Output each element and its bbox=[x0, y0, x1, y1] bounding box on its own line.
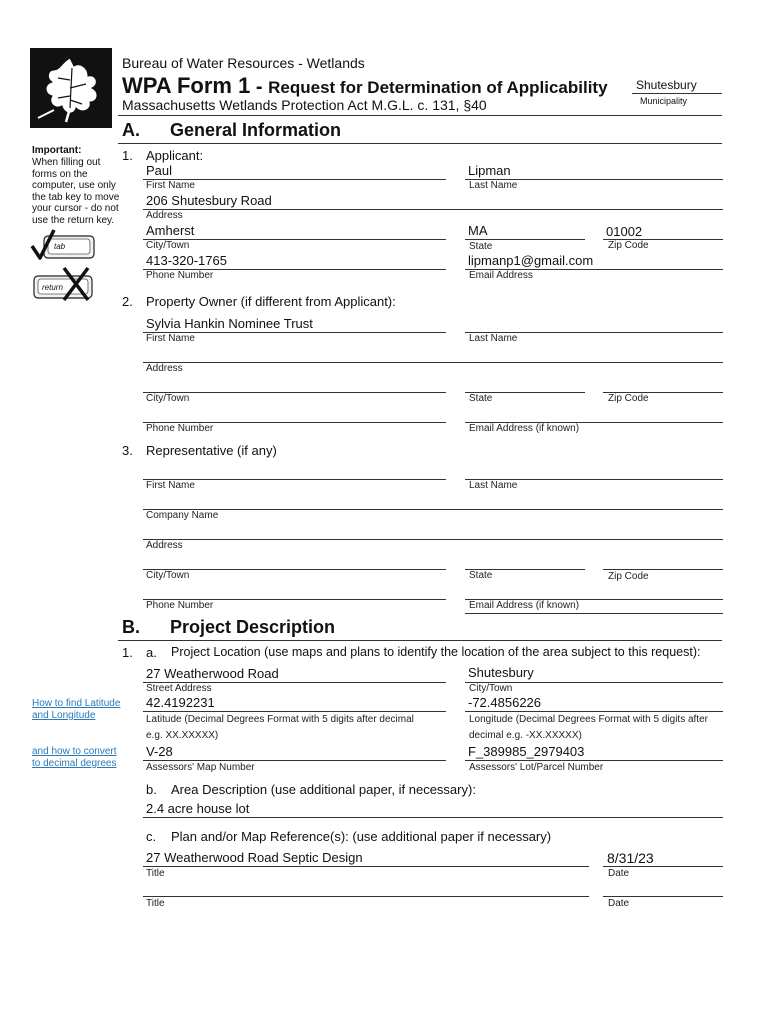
oak-leaf-icon bbox=[30, 48, 112, 128]
field-rule bbox=[143, 209, 723, 210]
owner-heading: Property Owner (if different from Applicant): bbox=[146, 294, 396, 309]
convert-link-line[interactable]: and how to convert bbox=[32, 746, 117, 757]
applicant-phone-field[interactable]: 413-320-1765 bbox=[146, 253, 227, 268]
field-rule bbox=[603, 866, 723, 867]
longitude-label-line: decimal e.g. -XX.XXXXX) bbox=[469, 730, 582, 741]
owner-state-label: State bbox=[469, 393, 493, 404]
longitude-label bbox=[469, 712, 708, 744]
field-rule bbox=[143, 896, 589, 897]
form-title: Request for Determination of Applicability bbox=[268, 78, 608, 97]
plan-title-field[interactable]: 27 Weatherwood Road Septic Design bbox=[146, 850, 363, 865]
owner-number: 2. bbox=[122, 294, 133, 309]
latitude-label-line: e.g. XX.XXXXX) bbox=[146, 730, 219, 741]
rep-last-name-label: Last Name bbox=[469, 480, 518, 491]
applicant-number: 1. bbox=[122, 148, 133, 163]
convert-help-link[interactable] bbox=[32, 746, 117, 770]
applicant-last-name-field[interactable]: Lipman bbox=[468, 163, 511, 178]
field-rule bbox=[603, 896, 723, 897]
map-number-label: Assessors' Map Number bbox=[146, 762, 255, 773]
rep-address-label: Address bbox=[146, 540, 183, 551]
project-b-letter: b. bbox=[146, 782, 157, 797]
plan-title-2-label: Title bbox=[146, 898, 165, 909]
important-title: Important: bbox=[32, 145, 82, 156]
applicant-email-field[interactable]: lipmanp1@gmail.com bbox=[468, 253, 594, 268]
important-line: forms on the bbox=[32, 168, 88, 180]
rep-email-label: Email Address (if known) bbox=[469, 600, 580, 611]
applicant-email-label: Email Address bbox=[469, 270, 533, 281]
applicant-city-label: City/Town bbox=[146, 240, 190, 251]
field-rule bbox=[143, 866, 589, 867]
applicant-state-label: State bbox=[469, 241, 493, 252]
important-line: computer, use only bbox=[32, 180, 116, 191]
return-key-label: return bbox=[42, 283, 63, 292]
field-rule bbox=[465, 239, 585, 240]
section-a-letter: A. bbox=[122, 120, 140, 140]
field-rule bbox=[143, 362, 723, 363]
applicant-zip-field[interactable]: 01002 bbox=[606, 224, 643, 239]
applicant-zip-label: Zip Code bbox=[608, 240, 649, 251]
lot-number-label: Assessors' Lot/Parcel Number bbox=[469, 762, 604, 773]
owner-phone-label: Phone Number bbox=[146, 423, 214, 434]
project-street-field[interactable]: 27 Weatherwood Road bbox=[146, 666, 279, 681]
bureau-title: Bureau of Water Resources - Wetlands bbox=[122, 55, 365, 71]
tab-key-icon bbox=[30, 228, 100, 262]
project-c-letter: c. bbox=[146, 829, 157, 844]
field-rule bbox=[143, 509, 723, 510]
rep-state-label: State bbox=[469, 570, 493, 581]
field-rule bbox=[143, 539, 723, 540]
owner-zip-label: Zip Code bbox=[608, 393, 649, 404]
rep-city-label: City/Town bbox=[146, 570, 190, 581]
field-rule bbox=[143, 817, 723, 818]
applicant-address-label: Address bbox=[146, 210, 183, 221]
important-line: the tab key to move bbox=[32, 191, 120, 203]
plan-date-2-label: Date bbox=[608, 898, 630, 909]
important-line: your cursor - do not bbox=[32, 203, 119, 214]
map-number-field[interactable]: V-28 bbox=[146, 744, 173, 759]
important-line: use the return key. bbox=[32, 214, 115, 226]
act-title: Massachusetts Wetlands Protection Act M.G.L. c. 131, §40 bbox=[122, 97, 487, 113]
applicant-city-field[interactable]: Amherst bbox=[146, 223, 195, 238]
dep-logo bbox=[30, 48, 112, 128]
owner-city-label: City/Town bbox=[146, 393, 190, 404]
rep-phone-label: Phone Number bbox=[146, 600, 214, 611]
owner-email-label: Email Address (if known) bbox=[469, 423, 580, 434]
lot-number-field[interactable]: F_389985_2979403 bbox=[468, 744, 585, 759]
applicant-address-field[interactable]: 206 Shutesbury Road bbox=[146, 193, 272, 208]
project-b-heading: Area Description (use additional paper, if necessary): bbox=[171, 782, 476, 797]
applicant-first-name-field[interactable]: Paul bbox=[146, 163, 173, 178]
section-a-rule bbox=[118, 143, 722, 144]
owner-address-label: Address bbox=[146, 363, 183, 374]
section-b-title: Project Description bbox=[170, 617, 336, 637]
project-a-heading: Project Location (use maps and plans to identify the location of the area subject to this request): bbox=[171, 645, 701, 659]
return-key-icon bbox=[30, 266, 100, 302]
section-a-title: General Information bbox=[170, 120, 342, 140]
section-divider bbox=[465, 613, 723, 614]
owner-first-name-label: First Name bbox=[146, 333, 195, 344]
latitude-field[interactable]: 42.4192231 bbox=[146, 695, 215, 710]
project-city-label: City/Town bbox=[469, 683, 513, 694]
section-b-letter: B. bbox=[122, 617, 140, 637]
project-c-heading: Plan and/or Map Reference(s): (use additional paper if necessary) bbox=[171, 829, 552, 844]
tab-key-label: tab bbox=[54, 242, 66, 251]
owner-first-name-field[interactable]: Sylvia Hankin Nominee Trust bbox=[146, 316, 313, 331]
latlon-link-line[interactable]: How to find Latitude bbox=[32, 698, 121, 709]
project-item-number: 1. bbox=[122, 645, 133, 660]
representative-heading: Representative (if any) bbox=[146, 443, 277, 458]
area-description-field[interactable]: 2.4 acre house lot bbox=[146, 801, 250, 816]
owner-last-name-label: Last Name bbox=[469, 333, 518, 344]
rep-first-name-label: First Name bbox=[146, 480, 195, 491]
project-city-field[interactable]: Shutesbury bbox=[468, 665, 534, 680]
plan-date-field[interactable]: 8/31/23 bbox=[607, 850, 654, 866]
convert-link-line[interactable]: to decimal degrees bbox=[32, 758, 117, 769]
latlon-help-link[interactable] bbox=[32, 698, 120, 722]
form-name: WPA Form 1 bbox=[122, 73, 251, 98]
longitude-field[interactable]: -72.4856226 bbox=[468, 695, 542, 710]
applicant-state-field[interactable]: MA bbox=[468, 223, 488, 238]
form-dash: - bbox=[250, 76, 269, 98]
latitude-label-line: Latitude (Decimal Degrees Format with 5 digits after decimal bbox=[146, 714, 414, 725]
longitude-label-line: Longitude (Decimal Degrees Format with 5 digits after bbox=[469, 714, 708, 725]
plan-date-label: Date bbox=[608, 868, 630, 879]
form-heading bbox=[122, 73, 608, 99]
applicant-phone-label: Phone Number bbox=[146, 270, 214, 281]
field-rule bbox=[465, 760, 723, 761]
representative-number: 3. bbox=[122, 443, 133, 458]
section-b-rule bbox=[118, 640, 722, 641]
header-rule bbox=[118, 115, 722, 116]
project-street-label: Street Address bbox=[146, 683, 212, 694]
important-line: When filling out bbox=[32, 157, 101, 168]
field-rule bbox=[143, 760, 446, 761]
rep-zip-label: Zip Code bbox=[608, 571, 649, 582]
applicant-first-name-label: First Name bbox=[146, 180, 195, 191]
municipality-label: Municipality bbox=[640, 96, 688, 106]
rep-company-label: Company Name bbox=[146, 510, 219, 521]
latlon-link-line[interactable]: and Longitude bbox=[32, 710, 96, 721]
applicant-heading: Applicant: bbox=[146, 148, 204, 163]
important-note bbox=[32, 157, 119, 226]
plan-title-label: Title bbox=[146, 868, 165, 879]
municipality-rule bbox=[632, 93, 722, 94]
project-a-letter: a. bbox=[146, 645, 157, 660]
municipality-value[interactable]: Shutesbury bbox=[636, 78, 697, 92]
field-rule bbox=[603, 569, 723, 570]
latitude-label bbox=[146, 712, 414, 744]
applicant-last-name-label: Last Name bbox=[469, 180, 518, 191]
